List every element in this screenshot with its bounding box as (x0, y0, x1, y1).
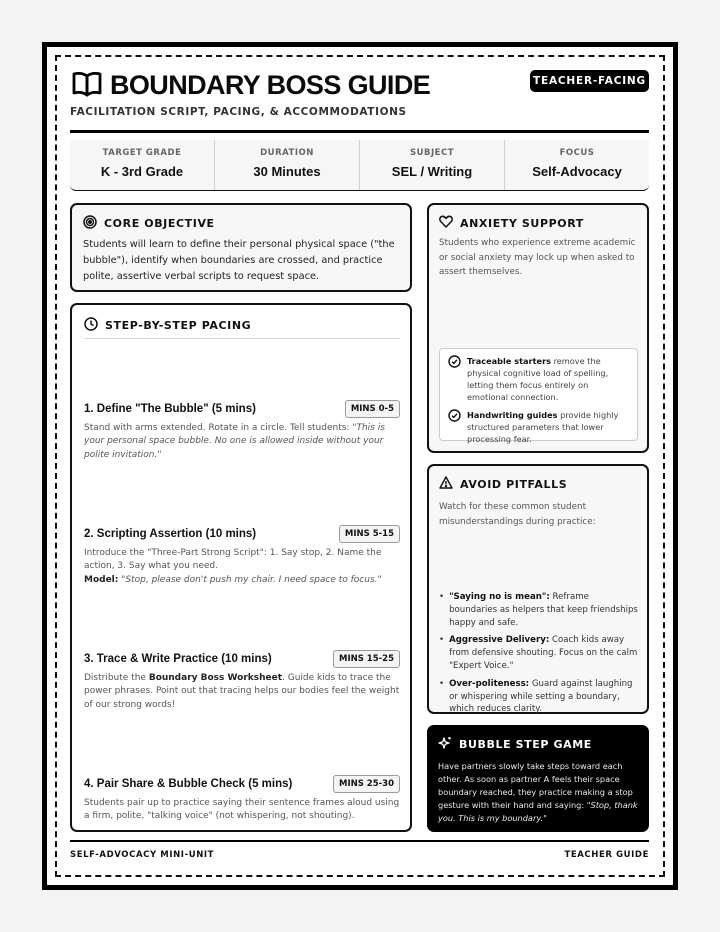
step-time-badge: MINS 5-15 (339, 525, 400, 543)
bubble-step-game-text (438, 760, 638, 825)
step-title: 1. Define "The Bubble" (5 mins) (84, 403, 256, 415)
step-text: Introduce the "Three-Part Strong Script": 1. Say stop, 2. Name the action, 3. Say what you need. (84, 548, 382, 572)
stat-value: K - 3rd Grade (100, 164, 184, 179)
bubble-step-game-header (438, 736, 638, 753)
pitfall-text: Coach kids away from defensive shouting. Focus on the calm "Expert Voice." (449, 635, 638, 671)
pitfalls-list (439, 591, 639, 716)
pitfall-text: Guard against laughing or whispering while setting a boundary, which reduces clarity. (449, 678, 633, 715)
model-label: Model: (84, 574, 119, 585)
step-time-badge: MINS 15-25 (333, 650, 400, 668)
step-description (84, 422, 400, 462)
core-objective-title: CORE OBJECTIVE (104, 217, 215, 230)
anxiety-support-card (427, 203, 649, 453)
title-row (72, 70, 430, 101)
step-text: . Guide kids to trace the power phrases. Point out that tracing helps our bodies feel the weight of our strong words! (84, 673, 400, 710)
open-book-icon (72, 71, 102, 101)
warning-icon (439, 476, 453, 492)
step-title: 3. Trace & Write Practice (10 mins) (84, 653, 272, 665)
game-quote: "Stop, thank you. This is my boundary." (438, 800, 638, 823)
pacing-header (84, 317, 251, 334)
core-objective-card (70, 203, 412, 292)
anxiety-support-title: ANXIETY SUPPORT (460, 216, 584, 230)
avoid-pitfalls-text: Watch for these common student misunderstandings during practice: (439, 502, 596, 527)
step-text: Stand with arms extended. Rotate in a circle. Tell students: (84, 423, 353, 433)
footer-right-label: TEACHER GUIDE (564, 850, 649, 860)
header-divider (70, 130, 649, 133)
list-item: • Over-politeness: Guard against laughing or whispering while setting a boundary, which reduces clarity. (439, 678, 633, 715)
core-objective-header (83, 215, 399, 232)
footer-divider (70, 840, 649, 842)
step-description (84, 547, 400, 587)
stats-bar (70, 140, 649, 191)
stat-value: Self-Advocacy (532, 164, 622, 179)
avoid-pitfalls-title: AVOID PITFALLS (460, 477, 568, 491)
tip-text: provide highly structured parameters that lower processing fear. (467, 410, 619, 444)
step-description: Students pair up to practice saying their sentence frames aloud using a firm, polite, "talking voice" (not whispering, not shouting). (84, 798, 400, 822)
step-quote: "This is your personal space bubble. No one is allowed inside without your polite invitation." (84, 423, 385, 460)
stat-label: DURATION (260, 148, 314, 158)
avoid-pitfalls-header (439, 476, 637, 492)
anxiety-tips-box (439, 348, 638, 444)
anxiety-support-text: Students who experience extreme academic or social anxiety may lock up when asked to assert themselves. (439, 238, 636, 278)
avoid-pitfalls-card (427, 464, 649, 714)
step-title: 4. Pair Share & Bubble Check (5 mins) (84, 778, 293, 790)
stat-subject (360, 140, 505, 190)
worksheet-name: Boundary Boss Worksheet (148, 673, 283, 683)
pitfall-text: Reframe boundaries as helpers that keep friendships happy and safe. (449, 592, 638, 628)
stat-label: FOCUS (559, 148, 595, 158)
pitfall-bold: "Saying no is mean": (449, 592, 550, 602)
game-text: Have partners slowly take steps toward each other. As soon as partner A feels their space boundary reached, they practice making a stop gesture with their hand and saying: (438, 761, 633, 810)
target-icon (83, 215, 97, 232)
tip-bold: Handwriting guides (467, 410, 558, 420)
stat-value: 30 Minutes (253, 164, 321, 179)
pacing-step (84, 775, 400, 824)
check-circle-icon (448, 355, 461, 403)
page-title: BOUNDARY BOSS GUIDE (110, 70, 431, 100)
stat-label: SUBJECT (409, 148, 454, 158)
step-description (84, 672, 400, 712)
step-time-badge: MINS 0-5 (345, 400, 400, 418)
clock-icon (84, 317, 98, 334)
stat-duration (215, 140, 360, 190)
step-quote: "Stop, please don't push my chair. I need space to focus." (121, 574, 382, 585)
pacing-step (84, 650, 400, 712)
core-objective-text: Students will learn to define their personal physical space ("the bubble"), identify when boundaries are crossed, and practice polite, assertive verbal scripts to request space. (83, 239, 395, 282)
check-circle-icon (448, 409, 461, 445)
stat-target-grade (70, 140, 215, 190)
anxiety-tip (448, 409, 629, 445)
stat-value: SEL / Writing (391, 164, 473, 179)
page-subtitle: FACILITATION SCRIPT, PACING, & ACCOMMODATIONS (70, 106, 407, 118)
pitfall-bold: Over-politeness: (449, 678, 530, 689)
tip-text: remove the physical cognitive load of spelling, letting them focus entirely on emotional connection. (467, 356, 609, 402)
pacing-card (70, 303, 412, 832)
stat-focus (505, 140, 649, 190)
step-time-badge: MINS 25-30 (333, 775, 400, 793)
heart-icon (439, 215, 453, 231)
pacing-step (84, 400, 400, 462)
step-title: 2. Scripting Assertion (10 mins) (84, 528, 257, 540)
anxiety-support-header (439, 215, 637, 231)
list-item: • Aggressive Delivery: Coach kids away from defensive shouting. Focus on the calm "Expert Voice." (439, 635, 638, 671)
step-text: Distribute the (84, 673, 149, 683)
footer-left-label: SELF-ADVOCACY MINI-UNIT (70, 850, 215, 860)
list-item: • "Saying no is mean": Reframe boundaries as helpers that keep friendships happy and safe. (439, 592, 638, 628)
pacing-divider (84, 338, 400, 339)
anxiety-tip (448, 355, 629, 403)
sparkle-icon (438, 736, 452, 753)
teacher-facing-badge: TEACHER-FACING (530, 70, 649, 92)
tip-bold: Traceable starters (467, 356, 551, 366)
bubble-step-game-title: BUBBLE STEP GAME (459, 738, 592, 751)
bubble-step-game-card (427, 725, 649, 832)
pacing-step (84, 525, 400, 587)
stat-label: TARGET GRADE (102, 148, 182, 158)
pacing-title: STEP-BY-STEP PACING (105, 319, 252, 332)
pitfall-bold: Aggressive Delivery: (449, 635, 550, 646)
